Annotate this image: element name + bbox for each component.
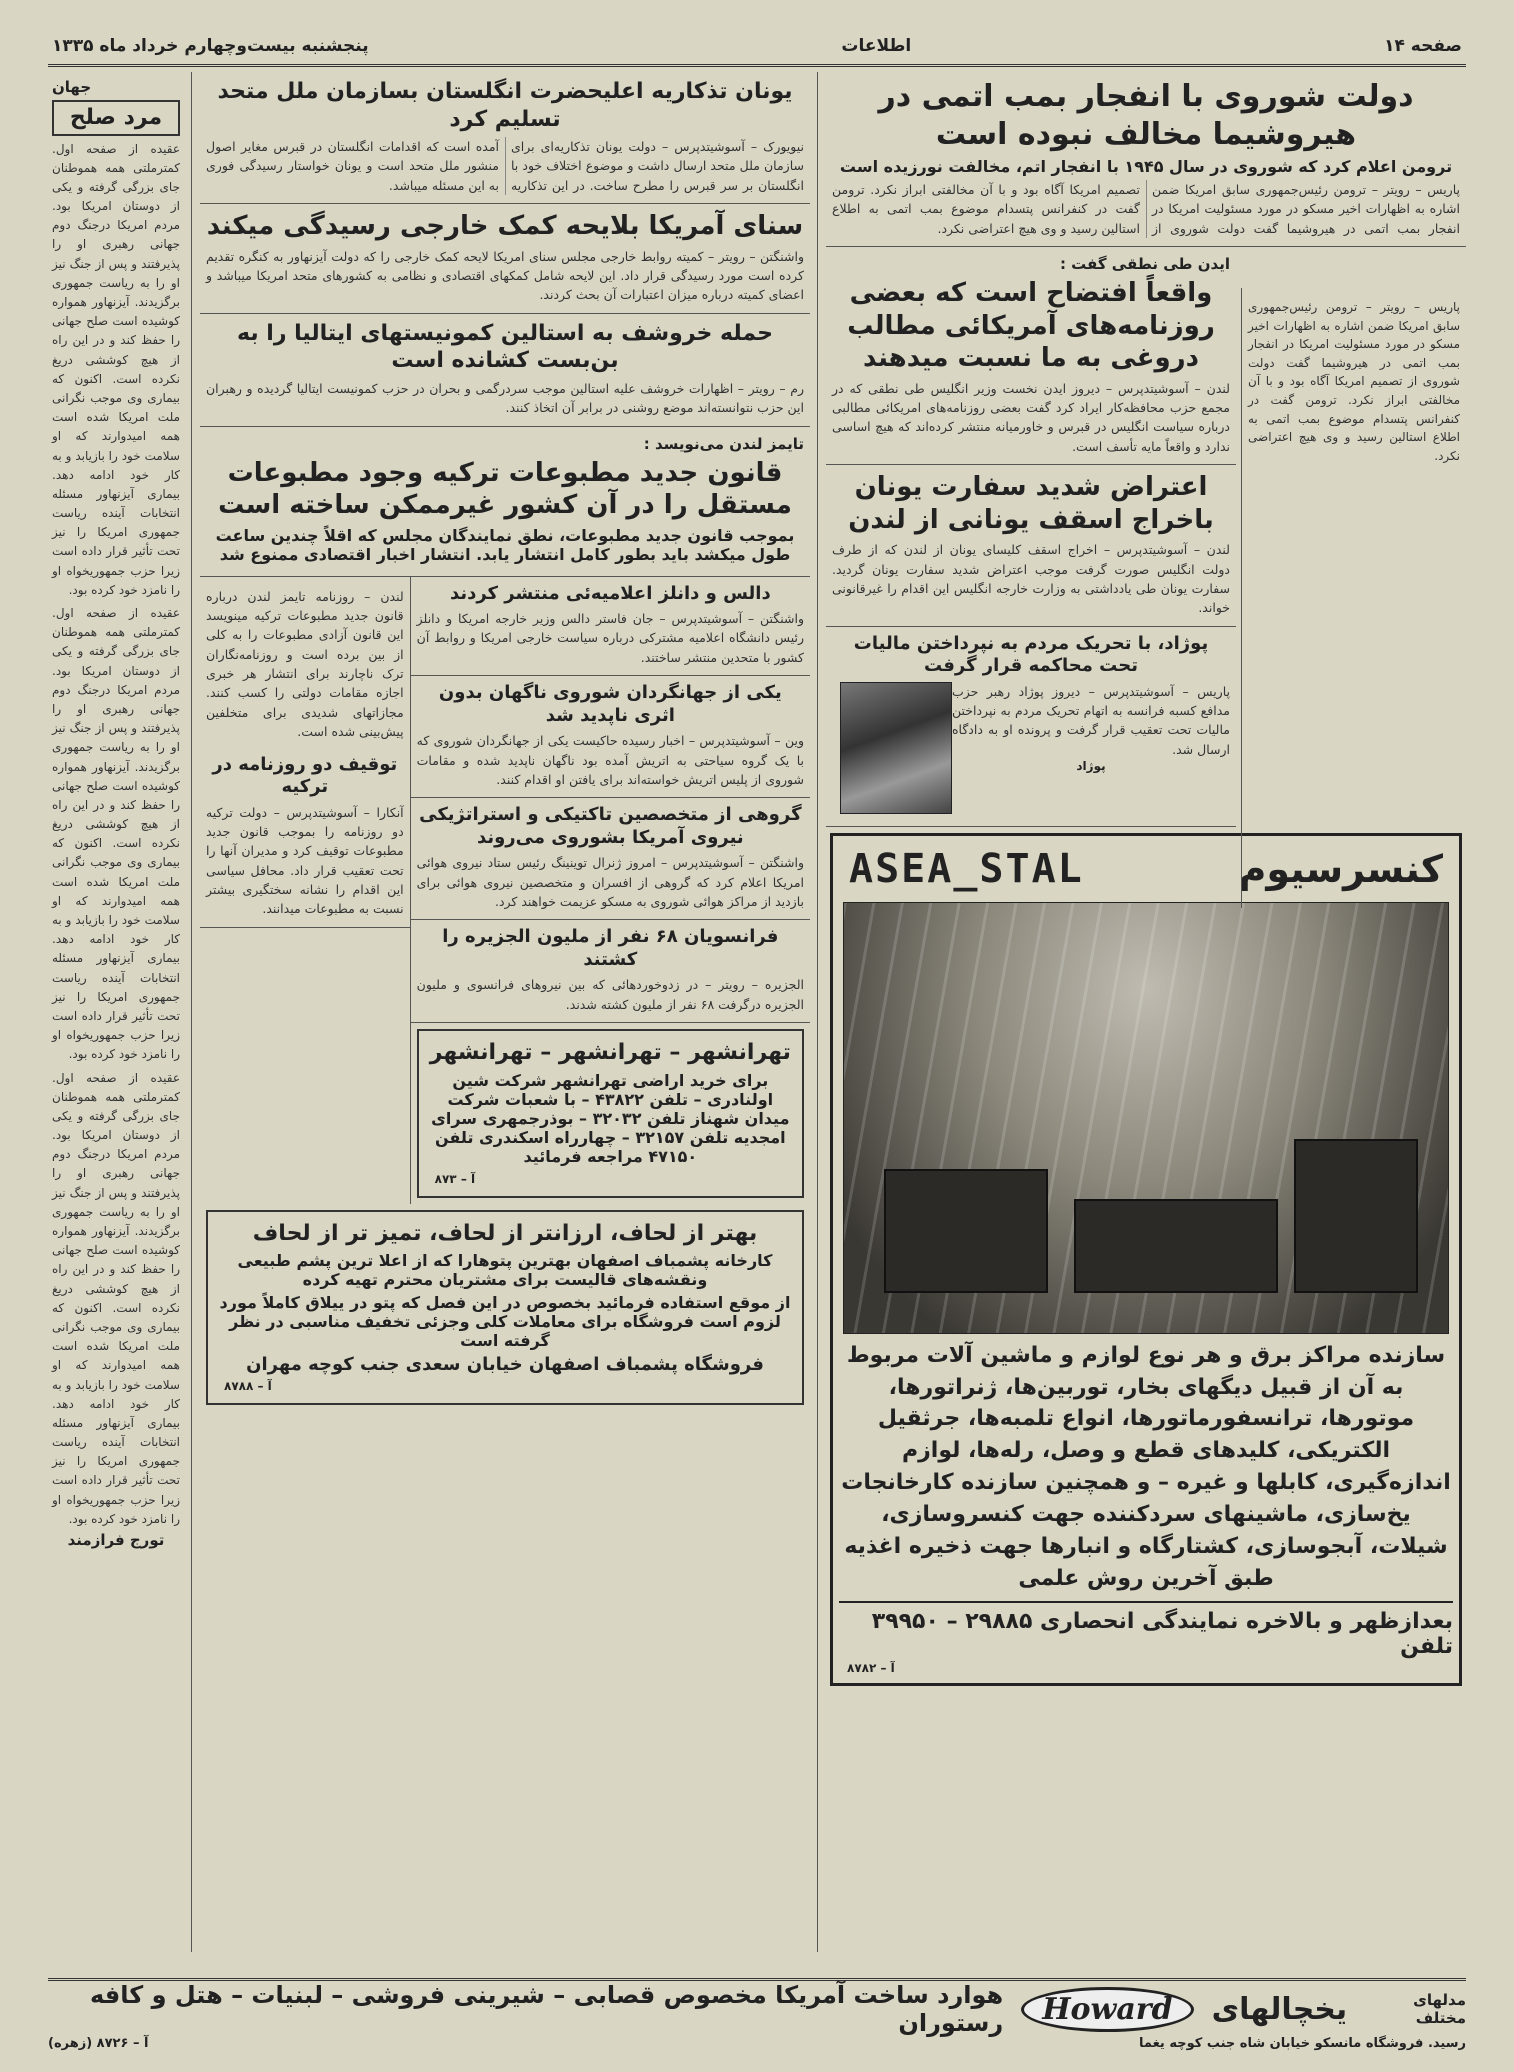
- headline: اعتراض شدید سفارت یونان باخراج اسقف یونانی از لندن: [848, 472, 1214, 535]
- article-body: پاریس – آسوشیتدپرس – دیروز پوژاد رهبر حزب مدافع کسبه فرانسه به اتهام تحریک مردم به نپرداختن مالیات تحت تعقیب قرار گرفت و پرونده او به دادگاه ارسال شد.: [952, 683, 1230, 757]
- article-body: الجزیره – رویتر – در زدوخوردهائی که بین نیروهای فرانسوی و ملیون الجزیره درگرفت ۶۸ نفر از ملیون کشته شدند.: [416, 977, 804, 1012]
- ad-text: هوارد ساخت آمریکا مخصوص قصابی – شیرینی فروشی – لبنیات – هتل و کافه رستوران: [89, 1981, 1004, 2037]
- paper-name: اطلاعات: [841, 36, 912, 56]
- ad-ref: آ – ۸۷۳: [434, 1171, 476, 1186]
- headline: یکی از جهانگردان شوروی ناگهان بدون اثری ناپدید شد: [438, 682, 782, 726]
- ad-line: کارخانه پشمباف اصفهان بهترین پتوهارا که از اعلا ترین پشم طبیعی ونقشه‌های قالیست برای مشتریان محترم تهیه کرده: [237, 1251, 773, 1290]
- headline: حمله خروشف به استالین کمونیستهای ایتالیا را به بن‌بست کشانده است: [237, 320, 773, 374]
- article-body: لندن – آسوشیتدپرس – اخراج اسقف کلیسای یونان از لندن که از طرف دولت انگلیس صورت گرفت موجب اعتراض شدید سفارت یونان گردید. سفارت یونان طی یادداشتی به وزارت خارجه انگلیس این اقدام را غیرقانونی خواند.: [832, 542, 1230, 616]
- headline: مرد صلح: [52, 100, 180, 136]
- ad-title: کنسرسیوم: [1238, 846, 1443, 891]
- headline: فرانسویان ۶۸ نفر از ملیون الجزیره را کشتند: [442, 926, 779, 970]
- article-body: واشنگتن – آسوشیتدپرس – امروز ژنرال توینینگ رئیس ستاد نیروی هوائی امریکا اعلام کرد که گروهی از افسران و متخصصین نیروی هوائی برای بازدید از مراکز هوائی شوروی به مسکو عزیمت خواهند کرد.: [416, 855, 804, 909]
- story-us-senate: [200, 204, 810, 314]
- tehranshahr-ad: [417, 1029, 804, 1198]
- section-label: جهان: [52, 78, 92, 96]
- headline: گروهی از متخصصین تاکتیکی و استراتژیکی نیروی آمریکا بشوروی می‌روند: [419, 804, 802, 848]
- ad-headline: تهرانشهر – تهرانشهر – تهرانشهر: [429, 1040, 791, 1066]
- article-body: واشنگتن – رویتر – کمیته روابط خارجی مجلس سنای امریکا لایحه کمک خارجی را که دولت آیزنهاور به کنگره تقدیم کرده است مورد رسیدگی قرار داد. این لایحه شامل کمکهای اقتصادی و نظامی به کشورهای متحد امریکا میباشد و اعضای کمیته درباره میزان اعتبارات آن بحث کردند.: [206, 248, 804, 303]
- issue-date: پنجشنبه بیست‌وچهارم خرداد ماه ۱۳۳۵: [52, 36, 369, 56]
- headline: پوژاد، با تحریک مردم به نپرداختن مالیات تحت محاکمه قرار گرفت: [853, 632, 1209, 677]
- ad-address: رسید. فروشگاه مانسکو خیابان شاه جنب کوچه یغما: [1138, 2036, 1466, 2051]
- story-turkey-ban: [200, 748, 410, 928]
- story-khrushchev: [200, 314, 810, 427]
- deck: ترومن اعلام کرد که شوروی در سال ۱۹۴۵ با انفجار اتم، مخالفت نورزیده است: [839, 157, 1453, 176]
- right-sidebar: [1238, 288, 1466, 908]
- article-body: نیویورک – آسوشیتدپرس – دولت یونان تذکاریه‌ای برای سازمان ملل متحد ارسال داشت و موضوع اختلاف خود با انگلستان بر سر قبرس را مطرح ساخت. در این تذکاریه آمده است که اقدامات انگلستان در قبرس مغایر اصول منشور ملل متحد است و یونان خواستار رسیدگی فوری به این مسئله میباشد.: [206, 139, 804, 193]
- control-panel: [1294, 1139, 1418, 1293]
- kicker: ایدن طی نطقی گفت :: [1059, 255, 1230, 274]
- howard-logo: Howard: [1021, 1987, 1193, 2032]
- headline: یونان تذکاریه اعلیحضرت انگلستان بسازمان ملل متحد تسلیم کرد: [217, 79, 793, 132]
- story-greek-bishop: [826, 465, 1236, 627]
- page-number: صفحه ۱۴: [1384, 36, 1462, 56]
- control-panel: [1074, 1199, 1278, 1293]
- pashmbaf-ad: [206, 1210, 804, 1405]
- story-us-experts: [411, 798, 810, 920]
- control-room-photo: [843, 902, 1449, 1334]
- ad-line: بهتر از لحاف، ارزانتر از لحاف، تمیز تر از لحاف: [252, 1220, 758, 1246]
- sidebar-text: پاریس – رویتر – ترومن رئیس‌جمهوری سابق امریکا ضمن اشاره به اظهارات اخیر مسکو در مورد مسئولیت امریکا در انفجار بمب اتمی در هیروشیما گفت دولت شوروی از تصمیم امریکا آگاه بود و با آن مخالفتی ابراز نکرد. ترومن گفت در کنفرانس پتسدام موضوع بمب اتمی به اطلاع استالین رسید و وی هیچ اعتراضی نکرد.: [1248, 300, 1460, 463]
- story-soviet-tourist: [411, 676, 810, 798]
- article-body: آنکارا – آسوشیتدپرس – دولت ترکیه دو روزنامه را بموجب قانون جدید مطبوعات توقیف کرد و مدیران آنها را تحت تعقیب قرار داد. محافل سیاسی این اقدام را نشانه سختگیری بیشتر نسبت به مطبوعات میدانند.: [206, 804, 404, 917]
- story-poujade: [826, 627, 1236, 827]
- article-body: عقیده از صفحه اول. کمترملتی همه هموطنان جای بزرگی گرفته و یکی از دوستان امریکا بود. مردم امریکا درجنگ دوم جهانی رهبری او را پذیرفتند و پس از جنگ نیز او را به ریاست جمهوری برگزیدند. آیزنهاور همواره کوشیده است صلح جهانی را حفظ کند و در این راه از هیچ کوششی دریغ نکرده است. اکنون که بیماری وی موجب نگرانی ملت امریکا شده است همه امیدوارند که او سلامت خود را بازیابد و به کار خود ادامه دهد. بیماری آیزنهاور مسئله انتخابات آینده ریاست جمهوری امریکا را نیز تحت تأثیر قرار داده است زیرا حزب جمهوریخواه او را نامزد خود کرده بود.: [52, 141, 180, 597]
- story-dulles: [411, 577, 810, 677]
- story-turkey-press: [200, 427, 810, 577]
- headline: دولت شوروی با انفجار بمب اتمی در هیروشیما مخالف نبوده است: [878, 79, 1414, 152]
- masthead: [48, 28, 1466, 67]
- author: تورج فرازمند: [67, 1531, 165, 1549]
- middle-column: [200, 72, 810, 1972]
- article-body: لندن – آسوشیتدپرس – دیروز ایدن نخست وزیر انگلیس طی نطقی که در مجمع حزب محافظه‌کار ایراد کرد گفت بعضی روزنامه‌های امریکائی مطالبی درباره سیاست انگلیس در قبرس و خاورمیانه منتشر کرده‌اند که هیچ اساسی ندارد و واقعاً مایه تأسف است.: [832, 380, 1230, 454]
- ad-text: سازنده مراکز برق و هر نوع لوازم و ماشین آلات مربوط به آن از قبیل دیگهای بخار، توربین‌ها، ژنراتورها، موتورها، ترانسفورماتورها، انواع تلمبه‌ها، جرثقیل الکتریکی، کلیدهای قطع و وصل، رله‌ها، لوازم اندازه‌گیری، کابلها و غیره – و همچنین سازنده کارخانجات یخ‌سازی، ماشینهای سردکننده جهت کنسروسازی، شیلات، آبجوسازی، کشتارگاه و انبارها جهت ذخیره اغذیه طبق آخرین روش علمی: [841, 1342, 1451, 1591]
- article-body: رم – رویتر – اظهارات خروشف علیه استالین موجب سردرگمی و بحران در حزب کمونیست ایتالیا گردیده و رهبران این حزب نتوانسته‌اند موضع روشنی در برابر آن اتخاذ کنند.: [206, 380, 804, 416]
- ad-ref: آ – ۸۷۲۶ (زهره): [48, 2036, 149, 2051]
- ad-brand: ASEA_STAL: [849, 845, 1084, 892]
- ad-ref: آ – ۸۷۸۸: [224, 1378, 272, 1393]
- ad-line: از موقع استفاده فرمائید بخصوص در این فصل که پتو در ییلاق کاملاً مورد لزوم است فروشگاه برای معاملات کلی وجزئی تخفیف مناسبی در نظر گرفته است: [219, 1293, 791, 1351]
- article-body: پاریس – رویتر – ترومن رئیس‌جمهوری سابق امریکا ضمن اشاره به اظهارات اخیر مسکو در مورد مسئولیت امریکا در انفجار بمب اتمی در هیروشیما گفت دولت شوروی از تصمیم امریکا آگاه بود و با آن مخالفتی ابراز نکرد. ترومن گفت در کنفرانس پتسدام موضوع بمب اتمی به اطلاع استالین رسید و وی هیچ اعتراضی نکرد.: [832, 182, 1460, 236]
- story-greece-un: [200, 72, 810, 204]
- deck: بموجب قانون جدید مطبوعات، نطق نمایندگان مجلس که اقلاً چندین ساعت طول میکشد باید بطور کامل انتشار یابد. انتشار اخبار اقتصادی ممنوع شد: [215, 525, 795, 564]
- ad-address: فروشگاه پشمباف اصفهان خیابان سعدی جنب کوچه مهران: [246, 1354, 764, 1376]
- column-rule: [191, 72, 192, 1952]
- newspaper-page: [48, 28, 1466, 2051]
- left-column: [48, 72, 184, 1972]
- article-body-continued: عقیده از صفحه اول. کمترملتی همه هموطنان جای بزرگی گرفته و یکی از دوستان امریکا بود. مردم امریکا درجنگ دوم جهانی رهبری او را پذیرفتند و پس از جنگ نیز او را به ریاست جمهوری برگزیدند. آیزنهاور همواره کوشیده است صلح جهانی را حفظ کند و در این راه از هیچ کوششی دریغ نکرده است. اکنون که بیماری وی موجب نگرانی ملت امریکا شده است همه امیدوارند که او سلامت خود را بازیابد و به کار خود ادامه دهد. بیماری آیزنهاور مسئله انتخابات آینده ریاست جمهوری امریکا را نیز تحت تأثیر قرار داده است زیرا حزب جمهوریخواه او را نامزد خود کرده بود.: [52, 1070, 180, 1526]
- headline: دالس و دانلز اعلامیه‌ئی منتشر کردند: [449, 582, 771, 604]
- article-body: وین – آسوشیتدپرس – اخبار رسیده حاکیست یکی از جهانگردان شوروی که با یک گروه سیاحتی به اتریش آمده بود ناگهان ناپدید شده و مقامات شوروی از پلیس اتریش خواسته‌اند برای یافتن او اقدام کنند.: [416, 733, 804, 787]
- asea-stal-ad: [830, 833, 1462, 1686]
- kicker: تایمز لندن می‌نویسد :: [643, 434, 804, 453]
- article-body-continued: لندن – روزنامه تایمز لندن درباره قانون جدید مطبوعات ترکیه مینویسد این قانون آزادی مطبوعات را به کلی از بین برده است و روزنامه‌نگاران ترک ناچارند برای انتشار هر خبری اجازه مقامات دولتی را کسب کنند. مجازاتهای شدیدی برای متخلفین پیش‌بینی شده است.: [206, 588, 404, 740]
- headline: واقعاً افتضاح است که بعضی روزنامه‌های آمریکائی مطالب دروغی به ما نسبت میدهند: [847, 278, 1215, 374]
- column-rule: [817, 72, 818, 1952]
- howard-ad: [48, 1978, 1466, 2037]
- story-hiroshima: [826, 72, 1466, 247]
- article-body: واشنگتن – آسوشیتدپرس – جان فاستر دالس وزیر خارجه امریکا و دانلز رئیس دانشگاه اعلامیه مشترکی درباره سیاست خارجی امریکا و روابط آن کشور با متحدین منتشر ساختند.: [416, 611, 804, 665]
- ad-ref: آ – ۸۷۸۲: [847, 1660, 895, 1675]
- story-algeria: [411, 920, 810, 1023]
- ad-text: برای خرید اراضی تهرانشهر شرکت شین اولنادری – تلفن ۴۳۸۲۲ – با شعبات شرکت میدان شهناز تلفن ۳۲۰۳۲ – بوذرجمهری سرای امجدیه تلفن ۳۲۱۵۷ – چهارراه اسکندری تلفن ۴۷۱۵۰ مراجعه فرمائید: [431, 1070, 790, 1166]
- headline: توقیف دو روزنامه در ترکیه: [212, 753, 398, 797]
- ad-prefix: مدلهای مختلف: [1413, 1991, 1466, 2027]
- headline: قانون جدید مطبوعات ترکیه وجود مطبوعات مستقل را در آن کشور غیرممکن ساخته است: [218, 457, 792, 520]
- photo-caption: پوژاد: [1076, 759, 1106, 774]
- ad-phone: بعدازظهر و بالاخره نمایندگی انحصاری ۲۹۸۸۵ – ۳۹۹۵۰ تلفن: [839, 1601, 1453, 1659]
- headline: سنای آمریکا بلایحه کمک خارجی رسیدگی میکند: [206, 211, 804, 242]
- ad-text: یخچالهای: [1211, 1991, 1348, 2027]
- control-panel: [884, 1169, 1048, 1293]
- article-body-continued: عقیده از صفحه اول. کمترملتی همه هموطنان جای بزرگی گرفته و یکی از دوستان امریکا بود. مردم امریکا درجنگ دوم جهانی رهبری او را پذیرفتند و پس از جنگ نیز او را به ریاست جمهوری برگزیدند. آیزنهاور همواره کوشیده است صلح جهانی را حفظ کند و در این راه از هیچ کوششی دریغ نکرده است. اکنون که بیماری وی موجب نگرانی ملت امریکا شده است همه امیدوارند که او سلامت خود را بازیابد و به کار خود ادامه دهد. بیماری آیزنهاور مسئله انتخابات آینده ریاست جمهوری امریکا را نیز تحت تأثیر قرار داده است زیرا حزب جمهوریخواه او را نامزد خود کرده بود.: [52, 606, 180, 1062]
- story-eden: [826, 247, 1236, 465]
- poujade-photo: [840, 682, 952, 814]
